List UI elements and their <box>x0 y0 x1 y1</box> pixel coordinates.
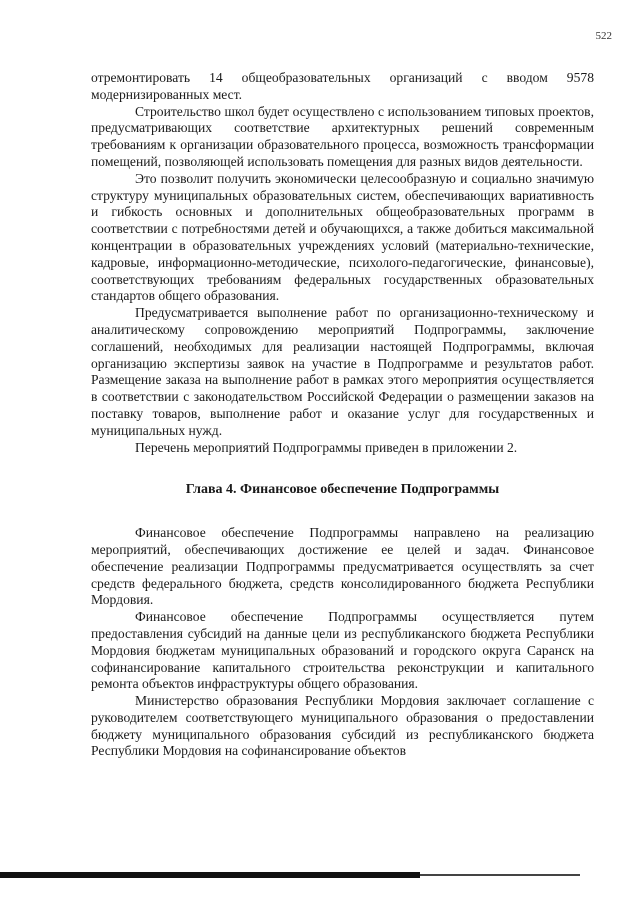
paragraph: Предусматривается выполнение работ по организационно-техническому и аналитическому сопровождению мероприятий Подпрограммы, заключение соглашений, необходимых для реализации настоящей Подпрограммы, включая организацию экспертизы заявок на участие в Подпрограмме и результатов работ. Размещение заказа на выполнение работ в рамках этого мероприятия осуществляется в соответствии с законодательством Российской Федерации о размещении заказов на поставку товаров, выполнение работ и оказание услуг для государственных и муниципальных нужд. <box>91 305 594 438</box>
paragraph: Это позволит получить экономически целесообразную и социально значимую структуру муниципальных образовательных систем, обеспечивающих вариативность и гибкость основных и дополнительных общеобразовательных программ в соответствии с потребностями детей и обучающихся, а также добиться максимальной концентрации в образовательных учреждениях условий (материально-технические, кадровые, информационно-методические, психолого-педагогические, финансовые), соответствующих требованиям федеральных государственных образовательных стандартов общего образования. <box>91 170 594 304</box>
paragraph: Министерство образования Республики Мордовия заключает соглашение с руководителем соответствующего муниципального образования о предоставлении бюджету муниципального образования субсидий из республиканского бюджета Республики Мордовия на софинансирование объектов <box>91 693 594 759</box>
paragraph: Строительство школ будет осуществлено с использованием типовых проектов, предусматривающих соответствие архитектурных решений современным требованиям к организации образовательного процесса, возможность трансформации помещений, позволяющей использовать помещения для разных видов деятельности. <box>91 103 594 169</box>
paragraph: Перечень мероприятий Подпрограммы приведен в приложении 2. <box>135 439 518 455</box>
page-number: 522 <box>595 30 612 42</box>
scan-edge-bar <box>0 872 420 878</box>
paragraph: Финансовое обеспечение Подпрограммы осуществляется путем предоставления субсидий на данные цели из республиканского бюджета Республики Мордовия бюджетам муниципальных образований и городского округа Саранск на софинансирование капитального строительства реконструкции и капитального ремонта объектов инфраструктуры общего образования. <box>91 609 594 692</box>
paragraph: отремонтировать 14 общеобразовательных организаций с вводом 9578 модернизированных мест. <box>91 70 594 102</box>
chapter-title: Глава 4. Финансовое обеспечение Подпрограммы <box>185 482 500 498</box>
paragraph: Финансовое обеспечение Подпрограммы направлено на реализацию мероприятий, обеспечивающих достижение ее целей и задач. Финансовое обеспечение реализации Подпрограммы предусматривается осуществлять за счет средств федерального бюджета, средств консолидированного бюджета Республики Мордовия. <box>91 525 594 608</box>
scan-edge-line <box>420 874 580 876</box>
document-body <box>91 70 594 760</box>
